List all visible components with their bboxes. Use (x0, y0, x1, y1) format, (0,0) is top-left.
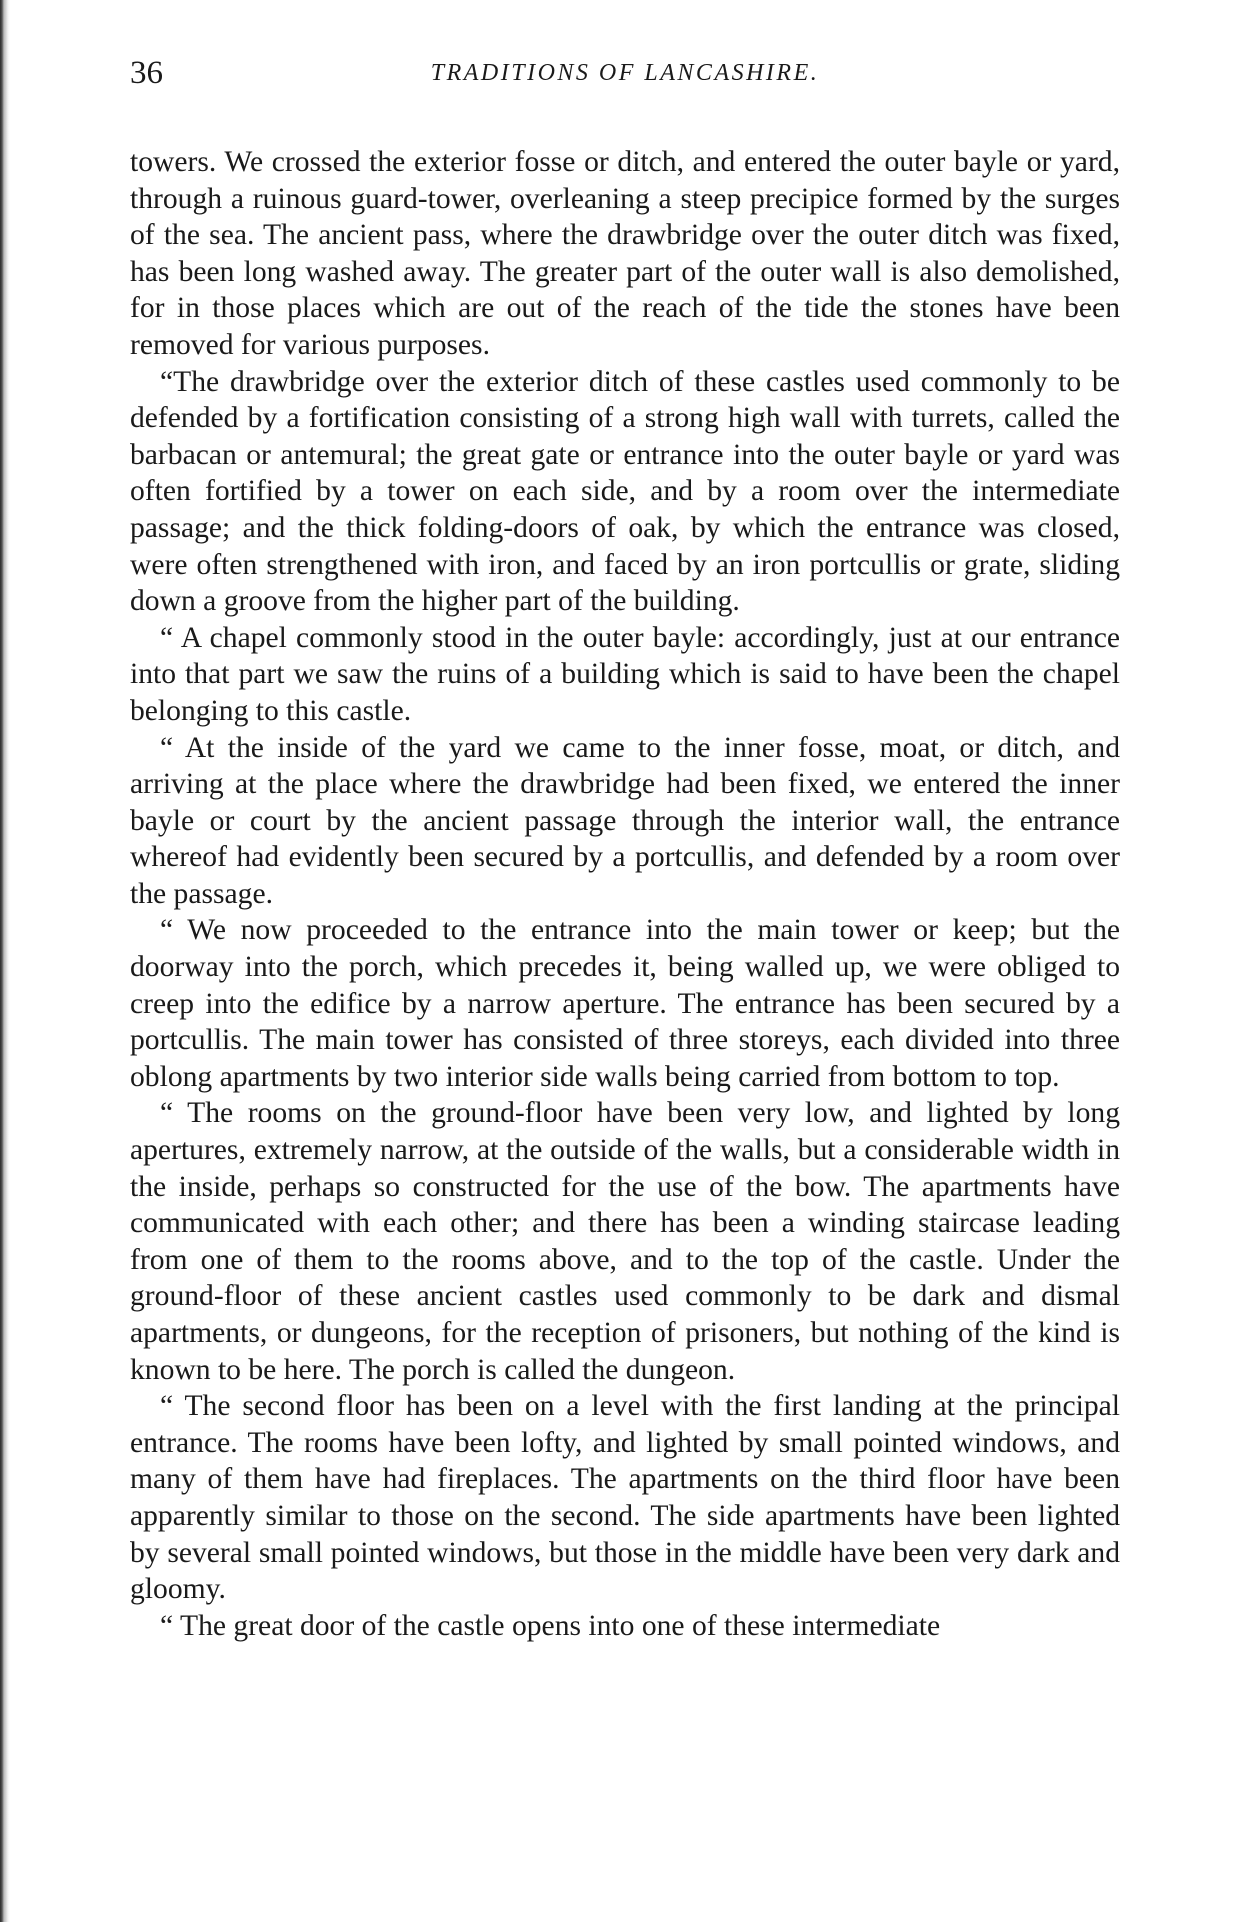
paragraph-4: “ At the inside of the yard we came to the inner fosse, moat, or ditch, and arriving at the place where the drawbridge had been fixed, we entered the inner bayle or court by the ancient passage through the interior wall, the entrance whereof had evidently been secured by a portcullis, and defended by a room over the passage. (130, 731, 1120, 910)
paragraph-8: “ The great door of the castle opens into one of these intermediate (160, 1609, 941, 1642)
paragraph-7: “ The second floor has been on a level with the first landing at the principal entrance. The rooms have been lofty, and lighted by small pointed windows, and many of them have had fireplaces. The apartments on the third floor have been apparently similar to those on the second. The side apartments have been lighted by several small pointed windows, but those in the middle have been very dark and gloomy. (130, 1390, 1120, 1606)
paragraph-6: “ The rooms on the ground-floor have been very low, and lighted by long apertures, extremely narrow, at the outside of the walls, but a considerable width in the inside, perhaps so constructed for the use of the bow. The apartments have communicated with each other; and there has been a winding staircase leading from one of them to the rooms above, and to the top of the castle. Under the ground-floor of these ancient castles used commonly to be dark and dismal apartments, or dungeons, for the reception of prisoners, but nothing of the kind is known to be here. The porch is called the dungeon. (130, 1097, 1120, 1386)
paragraph-1: towers. We crossed the exterior fosse or ditch, and entered the outer bayle or yard, through a ruinous guard-tower, overleaning a steep precipice formed by the surges of the sea. The ancient pass, where the drawbridge over the outer ditch was fixed, has been long washed away. The greater part of the outer wall is also demolished, for in those places which are out of the reach of the tide the stones have been removed for various purposes. (130, 146, 1120, 361)
page-body (130, 144, 1120, 1644)
running-title: TRADITIONS OF LANCASHIRE. (430, 60, 820, 86)
book-spine-edge (0, 0, 10, 1922)
paragraph-2: “The drawbridge over the exterior ditch of these castles used commonly to be defended by a fortification consisting of a strong high wall with turrets, called the barbacan or antemural; the great gate or entrance into the outer bayle or yard was often fortified by a tower on each side, and by a room over the intermediate passage; and the thick folding-doors of oak, by which the entrance was closed, were often strengthened with iron, and faced by an iron portcullis or grate, sliding down a groove from the higher part of the building. (130, 365, 1120, 618)
page-number: 36 (130, 55, 163, 91)
book-page (130, 46, 1120, 1644)
paragraph-3: “ A chapel commonly stood in the outer bayle: accordingly, just at our entrance into that part we saw the ruins of a building which is said to have been the chapel belonging to this castle. (130, 621, 1120, 727)
page-header (130, 46, 1120, 100)
paragraph-5: “ We now proceeded to the entrance into the main tower or keep; but the doorway into the porch, which precedes it, being walled up, we were obliged to creep into the edifice by a narrow aperture. The entrance has been secured by a portcullis. The main tower has consisted of three storeys, each divided into three oblong apartments by two interior side walls being carried from bottom to top. (130, 914, 1120, 1093)
